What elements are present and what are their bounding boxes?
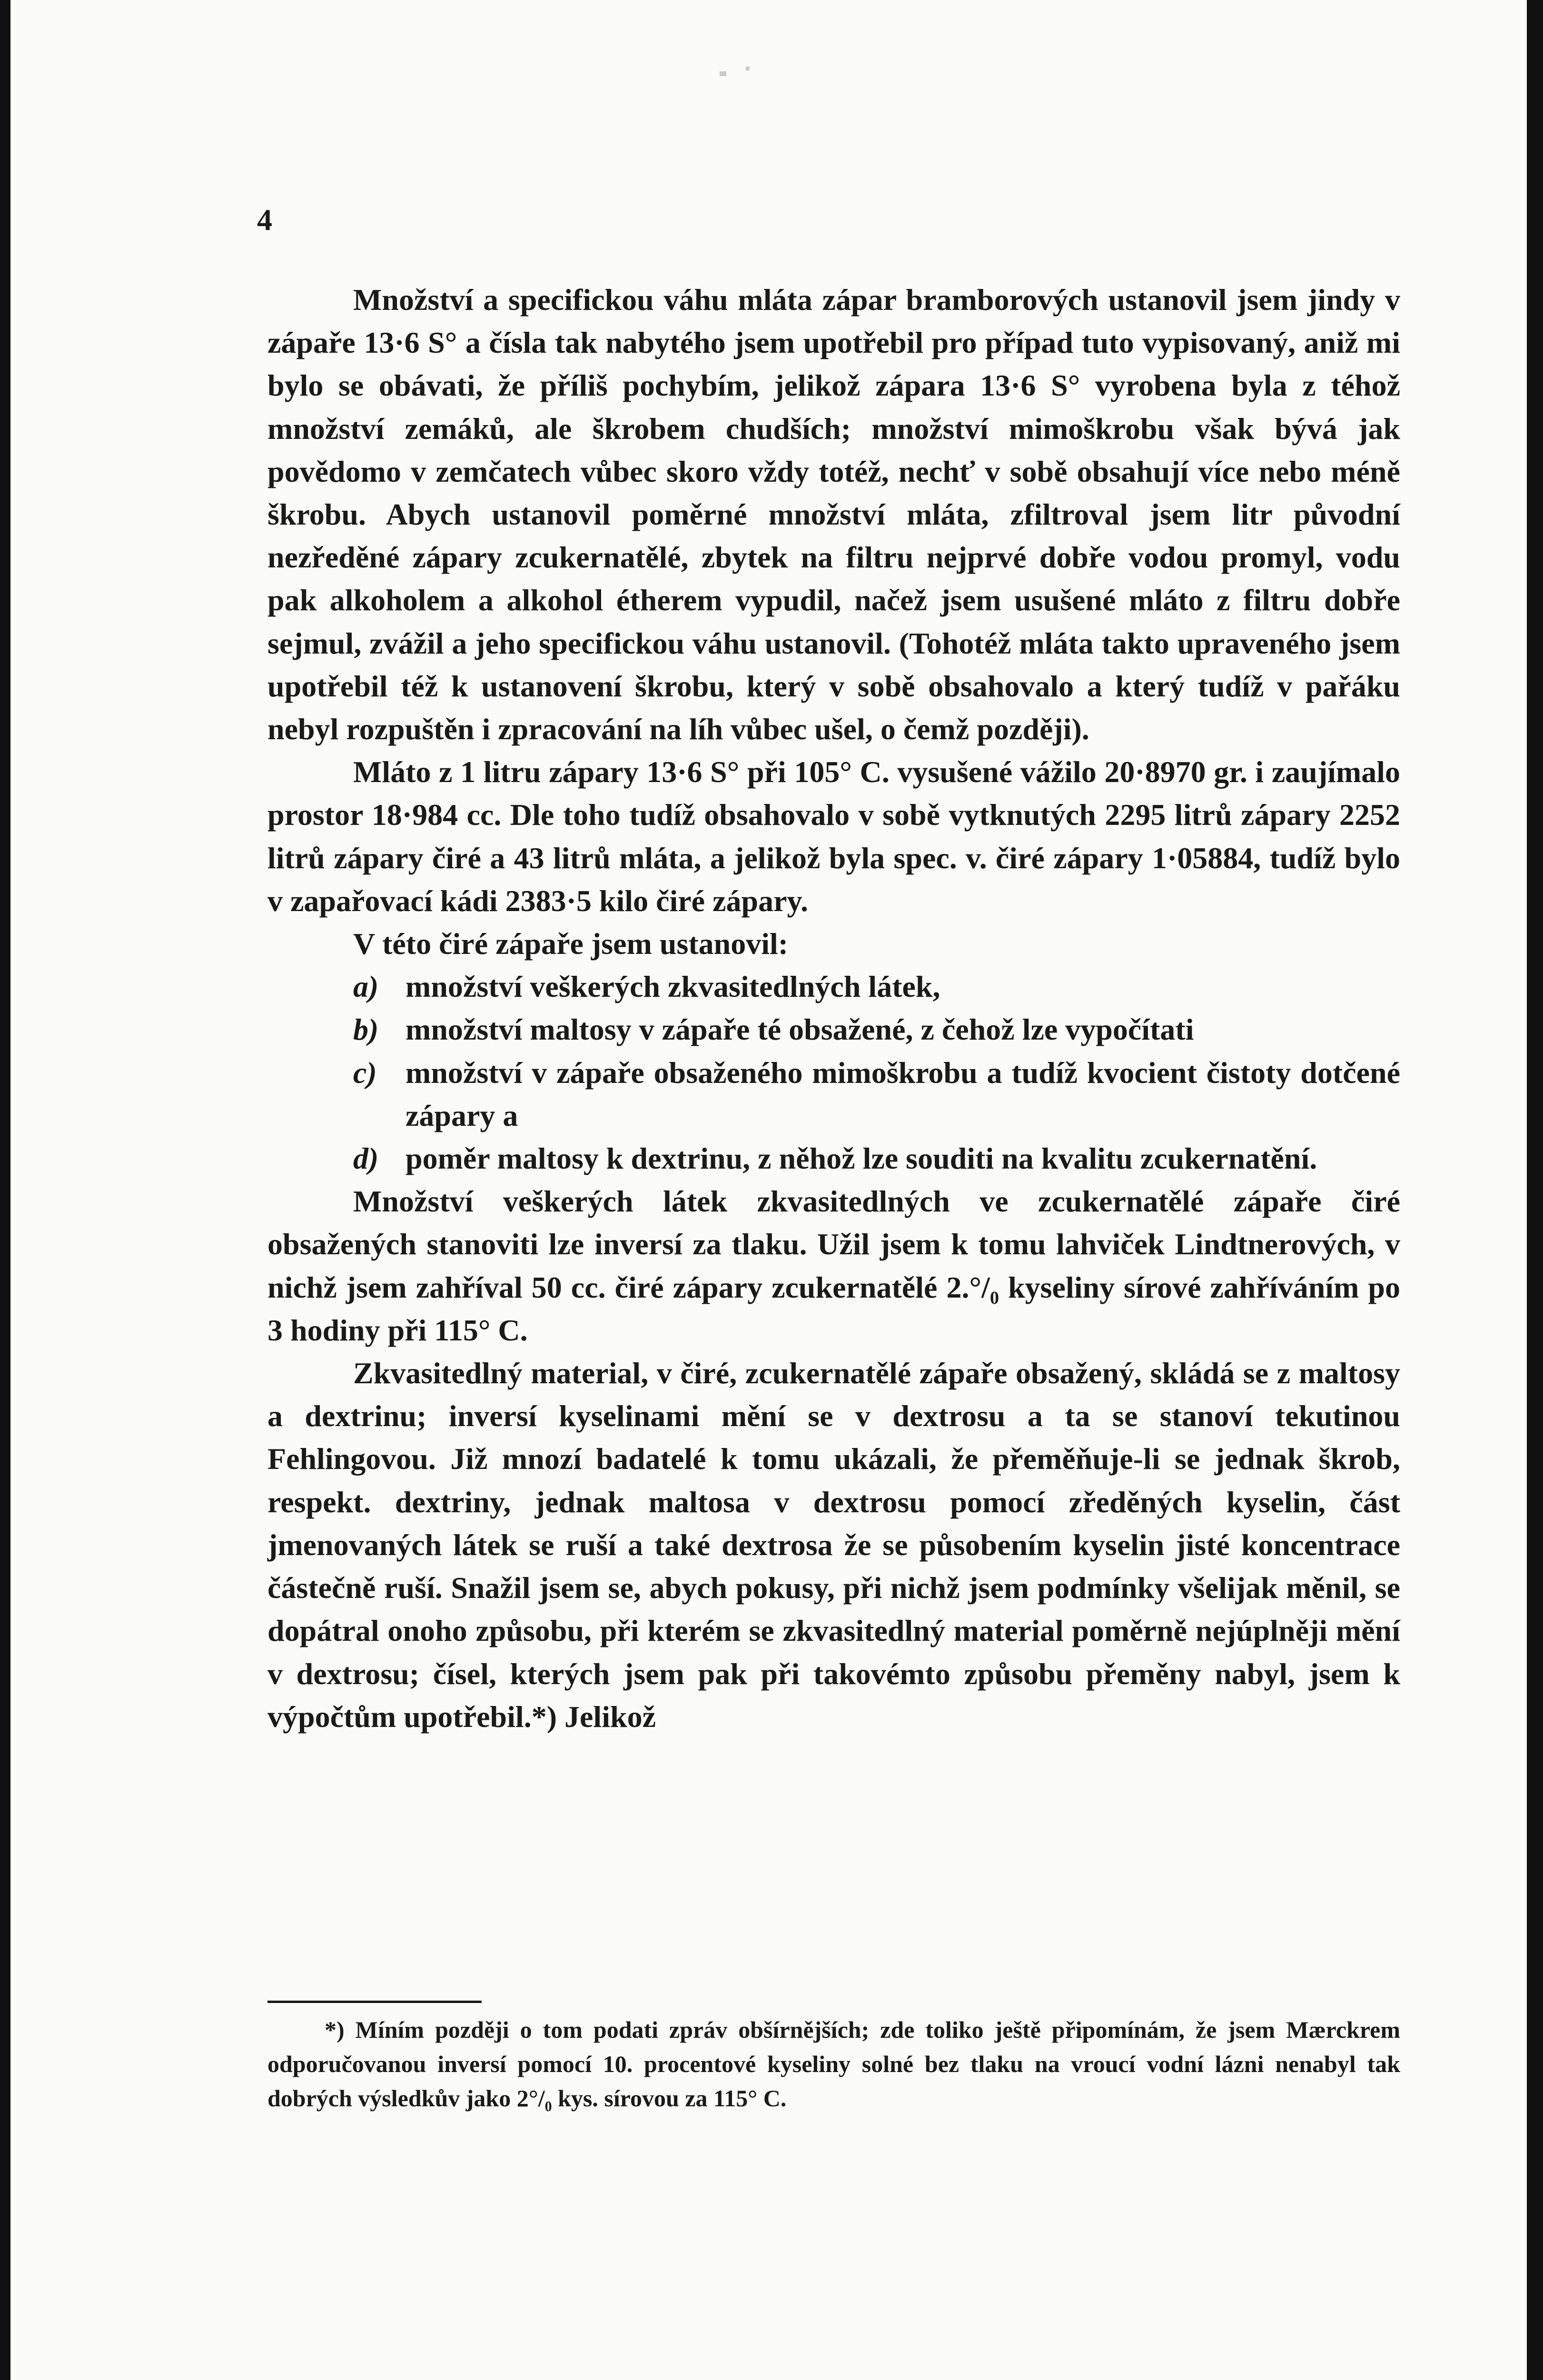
scan-smudge bbox=[720, 71, 726, 76]
paragraph: Mláto z 1 litru zápary 13·6 S° při 105° C. vysušené vážilo 20·8970 gr. i zaujímalo prostor 18·984 cc. Dle toho tudíž obsahovalo v sobě vytknutých 2295 litrů zápary 2252 litrů zápary čiré a 43 litrů mláta, a jelikož byla spec. v. čiré zápary 1·05884, tudíž bylo v zapařovací kádi 2383·5 kilo čiré zápary. bbox=[267, 755, 1400, 918]
list-item-text: poměr maltosy k dextrinu, z něhož lze souditi na kvalitu zcukernatění. bbox=[406, 1141, 1317, 1176]
list-letter: c) bbox=[353, 1055, 377, 1090]
list-item-text: množství maltosy v zápaře té obsažené, z čehož lze vypočítati bbox=[406, 1012, 1194, 1047]
scan-smudge bbox=[746, 67, 750, 70]
paragraph: Množství a specifickou váhu mláta zápar bramborových ustanovil jsem jindy v zápaře 13·6 S° a čísla tak nabytého jsem upotřebil pro případ tuto vypisovaný, aniž mi bylo se obávati, že příliš pochybím, jelikož zápara 13·6 S° vyrobena byla z téhož množství zemáků, ale škrobem chudších; množství mimoškrobu však bývá jak povědomo v zemčatech vůbec skoro vždy totéž, nechť v sobě obsahují více nebo méně škrobu. Abych ustanovil poměrné množství mláta, zfiltroval jsem litr původní nezředěné zápary zcukernatělé, zbytek na filtru nejprvé dobře vodou promyl, vodu pak alkoholem a alkohol étherem vypudil, načež jsem usušené mláto z filtru dobře sejmul, zvážil a jeho specifickou váhu ustanovil. (Tohotéž mláta takto upraveného jsem upotřebil též k ustanovení škrobu, který v sobě obsahovalo a který tudíž v pařáku nebyl rozpuštěn i zpracování na líh vůbec ušel, o čemž později). bbox=[267, 283, 1400, 746]
footnote bbox=[267, 2013, 1400, 2115]
page-number: 4 bbox=[257, 203, 272, 237]
list-item-text: množství v zápaře obsaženého mimoškrobu a tudíž kvocient čistoty dotčené zápary a bbox=[406, 1055, 1400, 1132]
enumerated-list bbox=[267, 965, 1400, 1180]
list-item bbox=[353, 1008, 1400, 1051]
footnote-text: *) Míním později o tom podati zpráv obšírnějších; zde toliko ještě připomínám, že jsem Mærckrem odporučovanou inversí pomocí 10. procentové kyseliny solné bez tlaku na vroucí vodní lázni nenabyl tak dobrých výsledkův jako 2°/₀ kys. sírovou za 115° C. bbox=[267, 2016, 1400, 2112]
paragraph: Zkvasitedlný material, v čiré, zcukernatělé zápaře obsažený, skládá se z maltosy a dextrinu; inversí kyselinami mění se v dextrosu a ta se stanoví tekutinou Fehlingovou. Již mnozí badatelé k tomu ukázali, že přeměňuje-li se jednak škrob, respekt. dextriny, jednak maltosa v dextrosu pomocí zředěných kyselin, část jmenovaných látek se ruší a také dextrosa že se působením kyselin jisté koncentrace částečně ruší. Snažil jsem se, abych pokusy, při nichž jsem podmínky všelijak měnil, se dopátral onoho způsobu, při kterém se zkvasitedlný material poměrně nejúplněji mění v dextrosu; čísel, kterých jsem pak při takovémto způsobu přeměny nabyl, jsem k výpočtům upotřebil.*) Jelikož bbox=[267, 1356, 1400, 1734]
list-letter: d) bbox=[353, 1141, 379, 1176]
list-item bbox=[353, 965, 1400, 1008]
footnote-divider bbox=[267, 2001, 482, 2003]
list-item bbox=[353, 1137, 1400, 1180]
paragraph: V této čiré zápaře jsem ustanovil: bbox=[353, 927, 789, 961]
list-letter: a) bbox=[353, 970, 379, 1004]
list-letter: b) bbox=[353, 1012, 379, 1047]
body-text bbox=[267, 278, 1400, 1738]
list-item-text: množství veškerých zkvasitedlných látek, bbox=[406, 970, 940, 1004]
paragraph: Množství veškerých látek zkvasitedlných ve zcukernatělé zápaře čiré obsažených stanoviti lze inversí za tlaku. Užil jsem k tomu lahviček Lindtnerových, v nichž jsem zahříval 50 cc. čiré zápary zcukernatělé 2.°/₀ kyseliny sírové zahříváním po 3 hodiny při 115° C. bbox=[267, 1184, 1400, 1347]
list-item bbox=[353, 1051, 1400, 1137]
